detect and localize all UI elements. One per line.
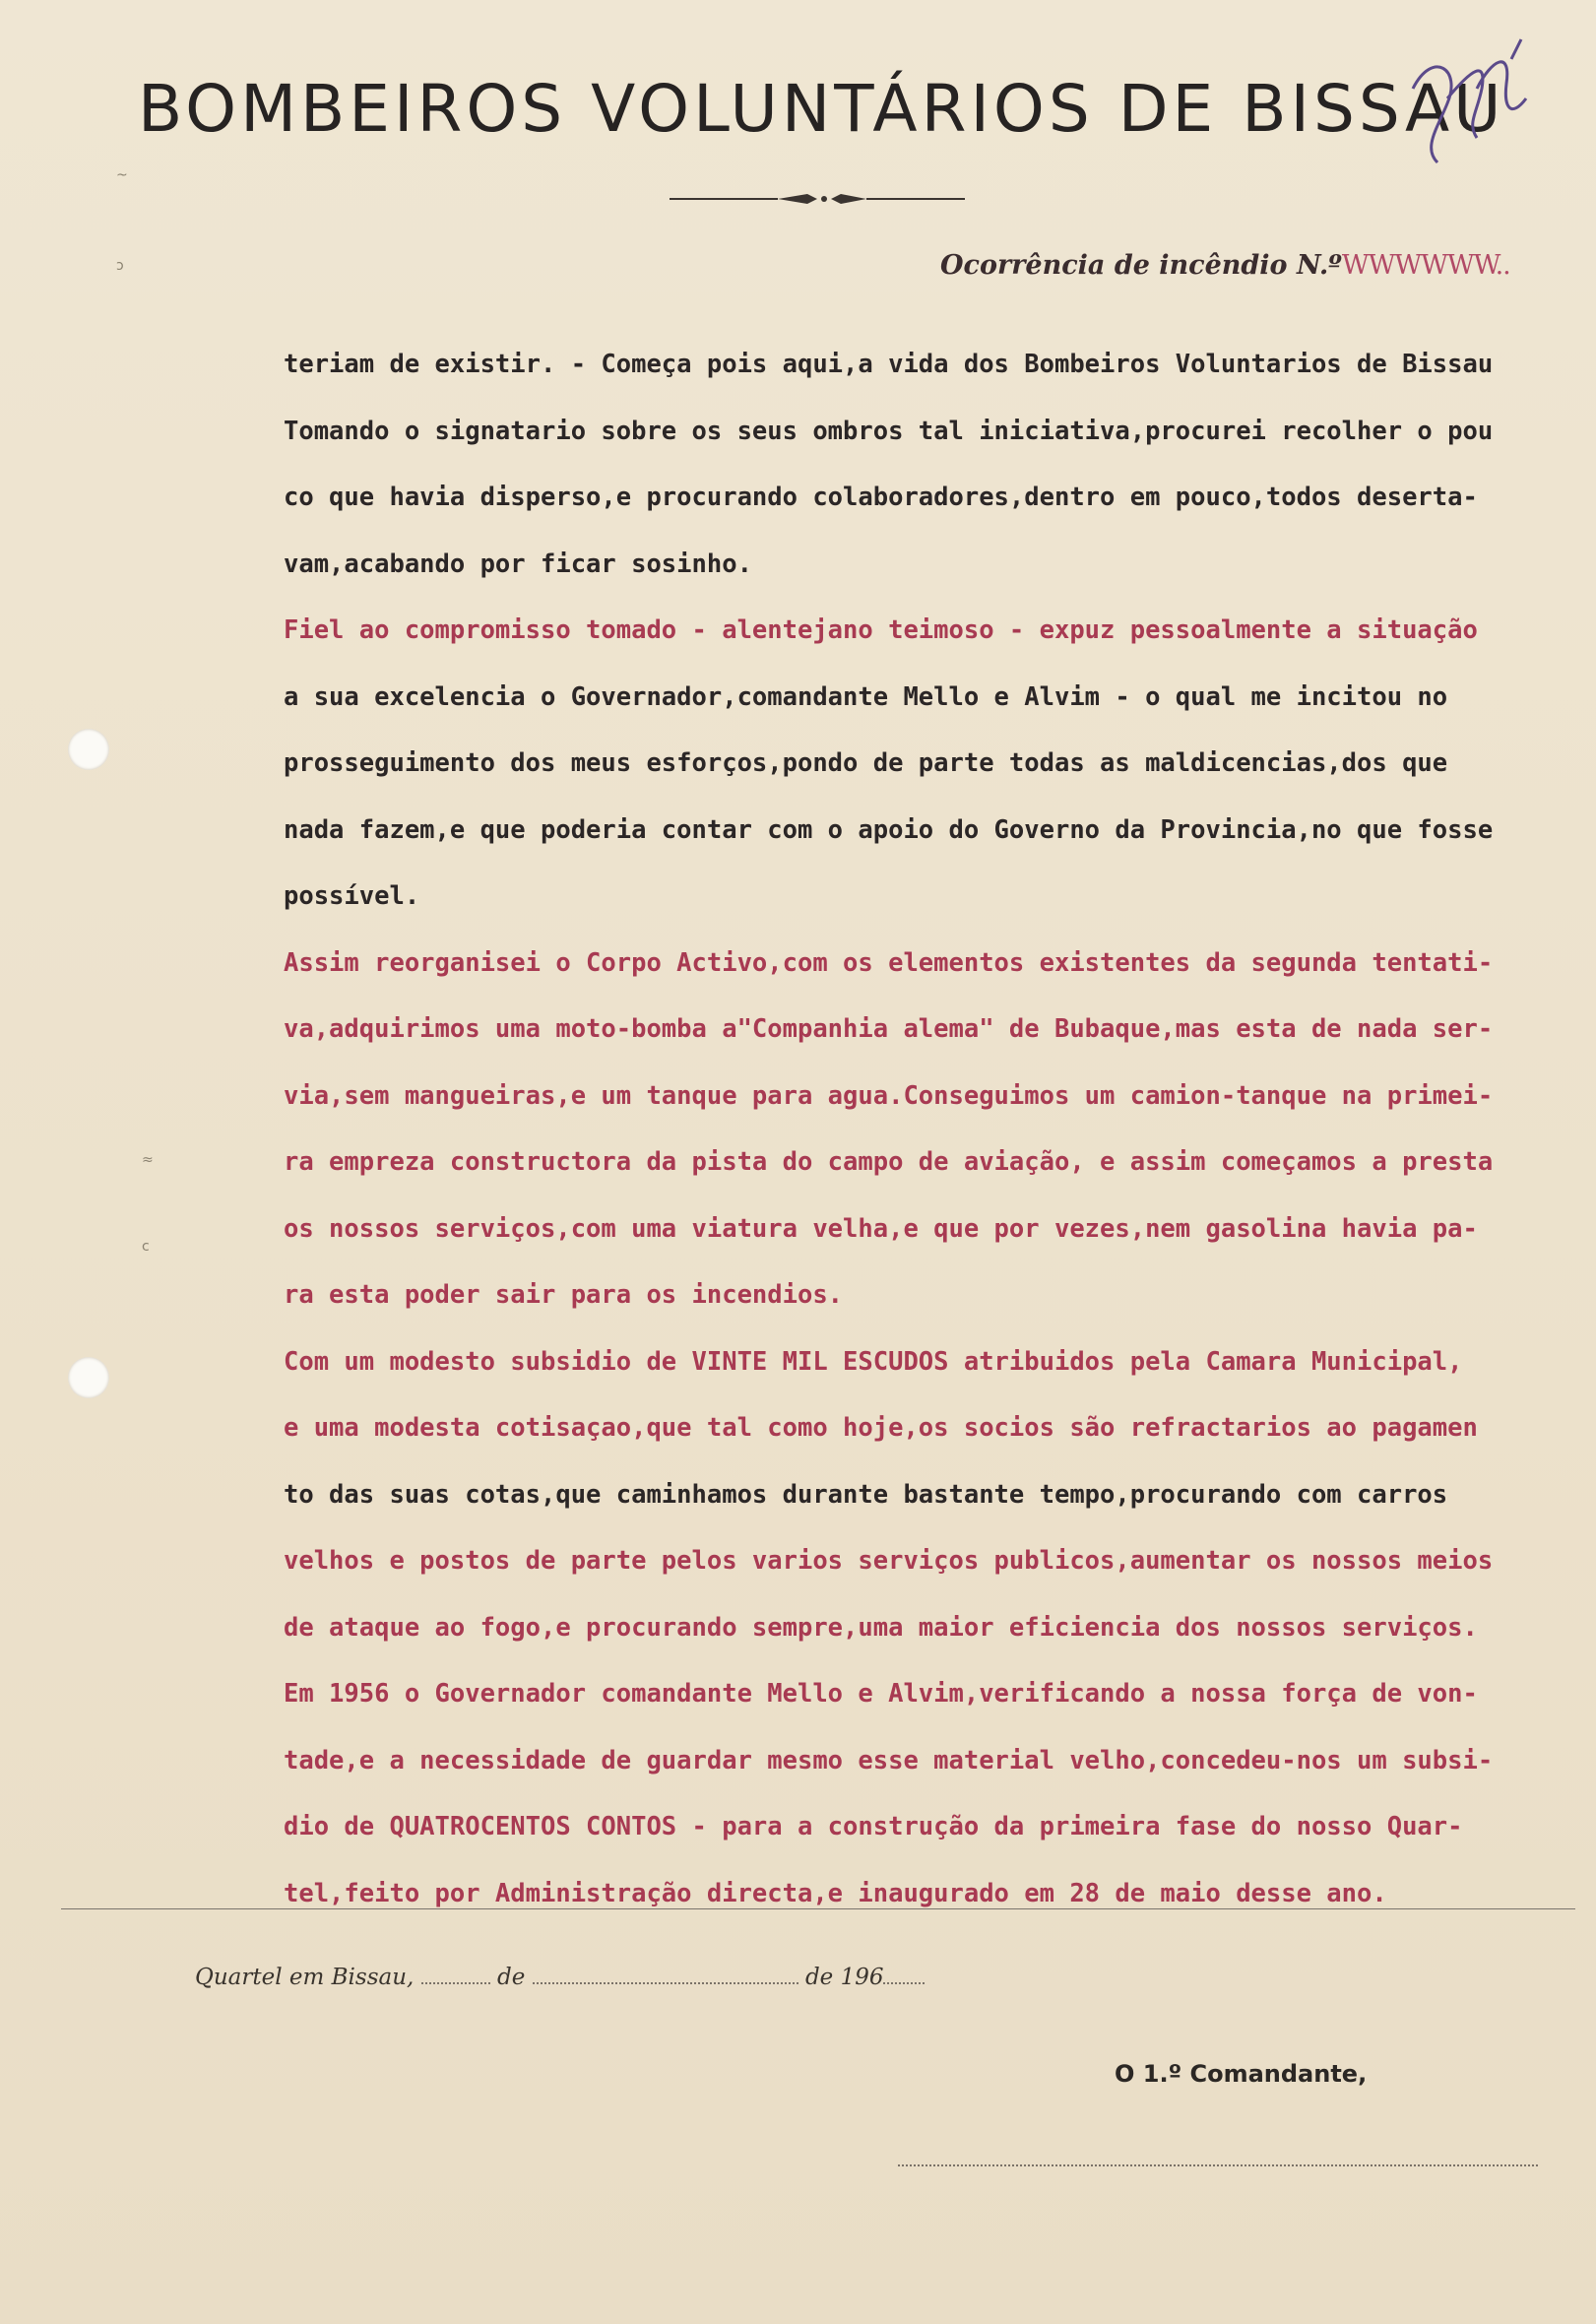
text-line: ra esta poder sair para os incendios. [284, 1280, 844, 1310]
footer-divider [61, 1908, 1575, 1909]
ornament-divider [670, 189, 965, 209]
text-line: possível. [284, 881, 420, 911]
text-line: Com um modesto subsidio de VINTE MIL ESCUDOS atribuidos pela Camara Municipal, [284, 1346, 1463, 1377]
text-line: velhos e postos de parte pelos varios serviços publicos,aumentar os nossos meios [284, 1546, 1494, 1576]
de-label-2: de 196 [804, 1965, 884, 1990]
place-label: Quartel em Bissau, [195, 1965, 415, 1990]
commander-label: O 1.º Comandante, [1115, 2060, 1368, 2088]
margin-mark: ≈ [142, 1152, 154, 1168]
de-label-1: de [496, 1965, 526, 1990]
text-line: a sua excelencia o Governador,comandante Mello e Alvim - o qual me incitou no [284, 681, 1448, 712]
text-line: e uma modesta cotisaçao,que tal como hoje,os socios são refractarios ao pagamen [284, 1413, 1478, 1443]
typed-body [284, 343, 1596, 1938]
text-line: os nossos serviços,com uma viatura velha,e que por vezes,nem gasolina havia pa- [284, 1213, 1478, 1244]
occurrence-label: Ocorrência de incêndio N.º [940, 250, 1342, 281]
day-blank [421, 1969, 490, 1984]
text-line: via,sem mangueiras,e um tanque para agua.Conseguimos um camion-tanque na primei- [284, 1080, 1494, 1111]
text-line: va,adquirimos uma moto-bomba a"Companhia alema" de Bubaque,mas esta de nada ser- [284, 1014, 1494, 1044]
text-line: co que havia disperso,e procurando colaboradores,dentro em pouco,todos deserta- [284, 483, 1478, 512]
text-line: ra empreza constructora da pista do campo de aviação, e assim começamos a presta [284, 1147, 1494, 1177]
text-line: Tomando o signatario sobre os seus ombros tal iniciativa,procurei recolher o pou [284, 416, 1494, 446]
date-line [195, 1965, 925, 1990]
text-line: tel,feito por Administração directa,e inaugurado em 28 de maio desse ano. [284, 1878, 1387, 1908]
text-line: nada fazem,e que poderia contar com o apoio do Governo da Provincia,no que fosse [284, 814, 1494, 845]
text-line: dio de QUATROCENTOS CONTOS - para a construção da primeira fase do nosso Quar- [284, 1812, 1463, 1841]
year-blank [883, 1969, 925, 1984]
organization-title: BOMBEIROS VOLUNTÁRIOS DE BISSAU [138, 71, 1505, 147]
text-line: Assim reorganisei o Corpo Activo,com os elementos existentes da segunda tentati- [284, 947, 1494, 978]
text-line: prosseguimento dos meus esforços,pondo de parte todas as maldicencias,dos que [284, 748, 1448, 778]
text-line: teriam de existir. - Começa pois aqui,a vida dos Bombeiros Voluntarios de Bissau [284, 350, 1494, 379]
handwritten-signature [1393, 30, 1541, 177]
text-line: Em 1956 o Governador comandante Mello e Alvim,verificando a nossa força de von- [284, 1679, 1478, 1709]
text-line: vam,acabando por ficar sosinho. [284, 549, 752, 579]
margin-mark: c [142, 1239, 150, 1255]
margin-mark: ~ [116, 167, 128, 183]
text-line: to das suas cotas,que caminhamos durante bastante tempo,procurando com carros [284, 1479, 1448, 1510]
occurrence-field [940, 250, 1510, 281]
occurrence-number: WWWWWW.. [1341, 250, 1510, 281]
margin-mark: ɔ [116, 258, 124, 274]
punch-hole-bottom [68, 1357, 109, 1398]
month-blank [533, 1969, 798, 1984]
text-line: Fiel ao compromisso tomado - alentejano teimoso - expuz pessoalmente a situação [284, 615, 1478, 645]
signature-blank [898, 2164, 1538, 2166]
punch-hole-top [68, 729, 109, 770]
text-line: tade,e a necessidade de guardar mesmo esse material velho,concedeu-nos um subsi- [284, 1745, 1494, 1775]
text-line: de ataque ao fogo,e procurando sempre,uma maior eficiencia dos nossos serviços. [284, 1612, 1478, 1643]
